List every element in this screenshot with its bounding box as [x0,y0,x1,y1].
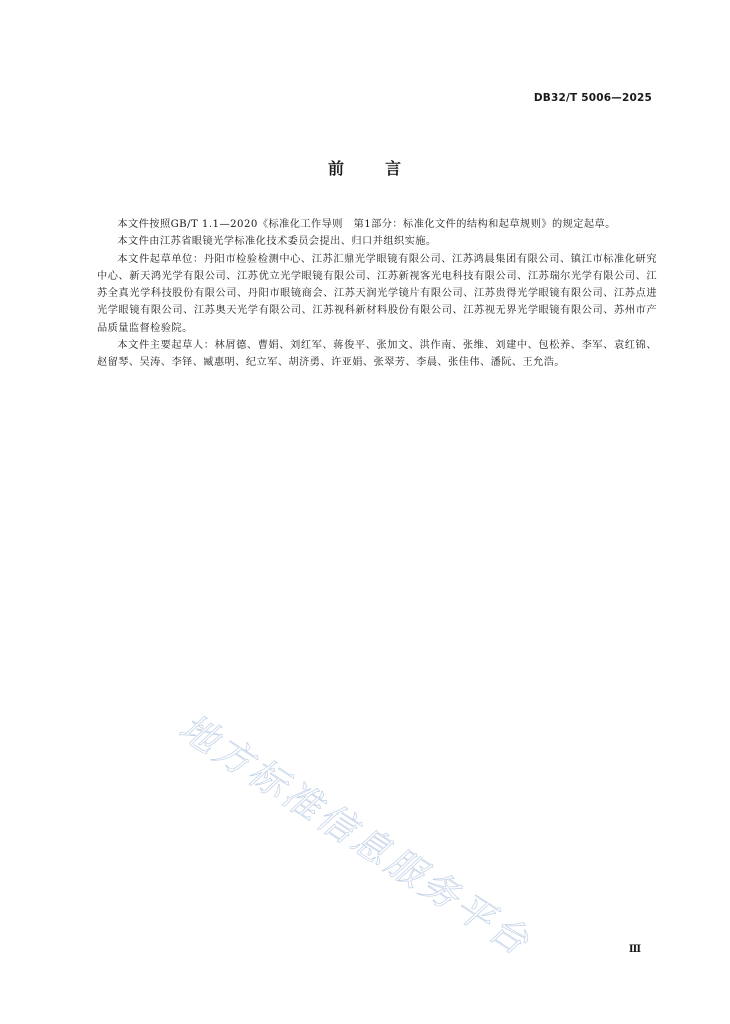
paragraph-drafting-units: 本文件起草单位：丹阳市检验检测中心、江苏汇鼎光学眼镜有限公司、江苏鸿晨集团有限公司、镇江市标准化研究中心、新天鸿光学有限公司、江苏优立光学眼镜有限公司、江苏新视客光电科技有限公司、江苏瑞尔光学有限公司、江苏全真光学科技股份有限公司、丹阳市眼镜商会、江苏天润光学镜片有限公司、江苏贵得光学眼镜有限公司、江苏点进光学眼镜有限公司、江苏奥天光学有限公司、江苏视科新材料股份有限公司、江苏视无界光学眼镜有限公司、苏州市产品质量监督检验院。 [97,253,657,334]
paragraph-drafting-rules: 本文件按照GB/T 1.1—2020《标准化工作导则 第1部分：标准化文件的结构和起草规则》的规定起草。 [117,219,616,230]
page-title [0,156,730,179]
document-code: DB32/T 5006—2025 [533,92,652,104]
foreword-body [97,216,657,372]
paragraph-main-drafters: 本文件主要起草人：林屑德、曹娟、刘红军、蒋俊平、张加文、洪作南、张维、刘建中、包松养、李军、袁红锦、赵留琴、吴涛、李铎、臧惠明、纪立军、胡济勇、许亚娟、张翠芳、李晨、张佳伟、潘阮、王允浩。 [97,340,657,369]
paragraph-proposer: 本文件由江苏省眼镜光学标准化技术委员会提出、归口并组织实施。 [117,236,437,248]
page-number: Ⅲ [628,944,641,955]
watermark: 地方标准信息服务平台 [171,705,539,965]
title-char-1: 前 [327,159,345,178]
title-char-2: 言 [385,159,403,178]
